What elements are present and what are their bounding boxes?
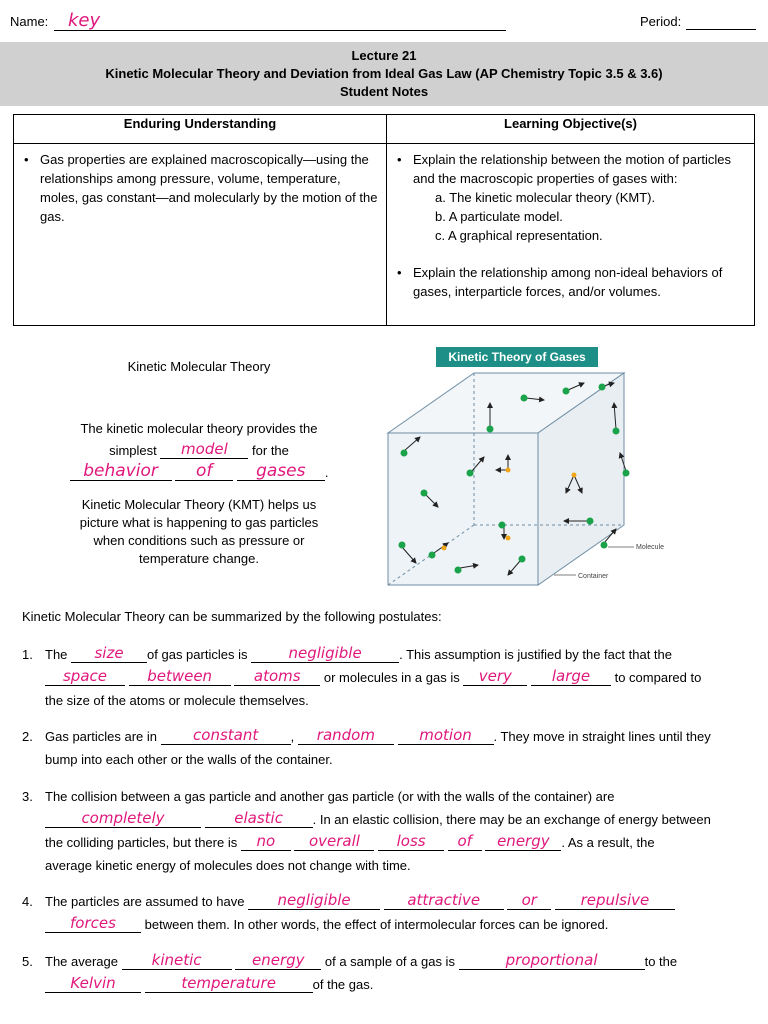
objective-sub-item: c. A graphical representation. bbox=[435, 228, 603, 243]
postulate-text: average kinetic energy of molecules does not change with time. bbox=[45, 858, 411, 873]
gas-container-illustration bbox=[384, 343, 666, 589]
gas-molecule bbox=[421, 490, 428, 497]
blank-motion[interactable] bbox=[398, 726, 494, 745]
blank-of[interactable] bbox=[175, 461, 233, 481]
gas-molecule bbox=[467, 470, 474, 477]
answer-loss: loss bbox=[396, 832, 426, 850]
blank-very[interactable] bbox=[463, 667, 527, 686]
postulate-number: 4. bbox=[22, 894, 33, 909]
kmt-section bbox=[64, 358, 334, 568]
gas-molecule bbox=[429, 552, 436, 559]
gas-molecule bbox=[519, 556, 526, 563]
gas-molecule bbox=[601, 542, 608, 549]
kmt-period: . bbox=[324, 465, 329, 480]
blank-temperature[interactable] bbox=[145, 974, 313, 993]
blank-model[interactable] bbox=[160, 440, 248, 459]
blank-kinetic[interactable] bbox=[122, 951, 232, 970]
postulate-number: 1. bbox=[22, 647, 33, 662]
label-molecule: Molecule bbox=[636, 544, 665, 551]
kmt-paragraph: Kinetic Molecular Theory (KMT) helps us picture what is happening to gas particles when conditions such as pressure or temperature change. bbox=[79, 497, 319, 566]
blank-forces[interactable] bbox=[45, 914, 141, 933]
objective-text: Explain the relationship between the motion of particles and the macroscopic properties of gases with: bbox=[413, 152, 731, 186]
name-value: key bbox=[68, 10, 101, 31]
answer-kinetic: kinetic bbox=[151, 951, 202, 969]
postulate-text: between them. In other words, the effect of intermolecular forces can be ignored. bbox=[144, 917, 609, 932]
kmt-intro-line1: The kinetic molecular theory provides the bbox=[80, 421, 318, 436]
blank-repulsive[interactable] bbox=[555, 891, 675, 910]
postulate-1 bbox=[22, 643, 752, 712]
period-label: Period: bbox=[640, 14, 682, 29]
enduring-understanding-item: • Gas properties are explained macroscopically—using the relationships among pressure, volume, temperature, moles, gas constant—and molecularly by the motion of the gas. bbox=[20, 150, 380, 226]
blank-constant[interactable] bbox=[161, 726, 291, 745]
answer-of: of bbox=[195, 461, 213, 481]
blank-energy[interactable] bbox=[485, 832, 561, 851]
kmt-intro-line2 bbox=[64, 442, 334, 460]
collision-point bbox=[442, 546, 447, 551]
postulate-text: The average bbox=[45, 954, 118, 969]
lecture-header bbox=[0, 42, 768, 106]
answer-motion: motion bbox=[419, 726, 472, 744]
answer-or: or bbox=[521, 891, 537, 909]
blank-negligible[interactable] bbox=[251, 644, 399, 663]
name-period-row bbox=[10, 10, 758, 34]
gas-molecule bbox=[521, 395, 528, 402]
name-field[interactable] bbox=[54, 12, 506, 31]
figure-title: Kinetic Theory of Gases bbox=[436, 347, 598, 367]
postulate-text: or molecules in a gas is bbox=[323, 670, 460, 685]
postulate-text: of a sample of a gas is bbox=[324, 954, 455, 969]
blank-of[interactable] bbox=[448, 832, 482, 851]
blank-elastic[interactable] bbox=[205, 809, 313, 828]
answer-elastic: elastic bbox=[234, 809, 283, 827]
answer-no: no bbox=[256, 832, 276, 850]
objective-item: • Explain the relationship among non-ideal behaviors of gases, interparticle forces, and/or volumes. bbox=[393, 263, 748, 301]
gas-molecule bbox=[599, 384, 606, 391]
blank-no[interactable] bbox=[241, 832, 291, 851]
blank-behavior[interactable] bbox=[70, 461, 172, 481]
objective-sub-item: a. The kinetic molecular theory (KMT). bbox=[435, 190, 656, 205]
postulate-number: 3. bbox=[22, 789, 33, 804]
answer-space: space bbox=[62, 667, 107, 685]
postulate-2 bbox=[22, 725, 752, 771]
answer-energy: energy bbox=[251, 951, 305, 969]
blank-energy[interactable] bbox=[235, 951, 321, 970]
postulate-number: 2. bbox=[22, 729, 33, 744]
gas-molecule bbox=[587, 518, 594, 525]
postulate-text: . They move in straight lines until they bbox=[493, 729, 711, 744]
answer-random: random bbox=[316, 726, 375, 744]
objectives-table bbox=[13, 114, 755, 326]
learning-objectives-cell bbox=[387, 144, 755, 326]
objective-sub-item: b. A particulate model. bbox=[435, 209, 563, 224]
postulate-text: of the gas. bbox=[312, 977, 374, 992]
blank-large[interactable] bbox=[531, 667, 611, 686]
postulate-text: . In an elastic collision, there may be an exchange of energy between bbox=[312, 812, 711, 827]
postulate-5 bbox=[22, 950, 752, 996]
container-box bbox=[388, 373, 624, 585]
label-container: Container bbox=[578, 573, 609, 580]
postulate-4 bbox=[22, 890, 752, 936]
postulate-text: bump into each other or the walls of the container. bbox=[45, 752, 333, 767]
blank-attractive[interactable] bbox=[384, 891, 504, 910]
blank-negligible[interactable] bbox=[248, 891, 380, 910]
answer-attractive: attractive bbox=[407, 891, 481, 909]
objective-item bbox=[393, 150, 748, 245]
postulate-text: Gas particles are in bbox=[45, 729, 157, 744]
blank-atoms[interactable] bbox=[234, 667, 320, 686]
gas-molecule bbox=[401, 450, 408, 457]
answer-completely: completely bbox=[81, 809, 165, 827]
blank-random[interactable] bbox=[298, 726, 394, 745]
postulate-text: the size of the atoms or molecule themselves. bbox=[45, 693, 309, 708]
gas-molecule bbox=[499, 522, 506, 529]
answer-proportional: proportional bbox=[505, 951, 598, 969]
answer-of: of bbox=[457, 832, 472, 850]
kmt-intro-text: simplest bbox=[109, 443, 157, 458]
answer-temperature: temperature bbox=[181, 974, 276, 992]
kmt-intro-line3 bbox=[64, 461, 334, 482]
gas-molecule bbox=[487, 426, 494, 433]
name-label: Name: bbox=[10, 14, 49, 29]
answer-negligible: negligible bbox=[277, 891, 351, 909]
answer-large: large bbox=[551, 667, 591, 685]
postulate-text: The particles are assumed to have bbox=[45, 894, 245, 909]
answer-gases: gases bbox=[256, 461, 306, 481]
kmt-title: Kinetic Molecular Theory bbox=[127, 359, 271, 374]
enduring-understanding-cell bbox=[14, 144, 387, 326]
kmt-intro-text: for the bbox=[252, 443, 289, 458]
blank-kelvin[interactable] bbox=[45, 974, 141, 993]
answer-model: model bbox=[181, 440, 228, 458]
answer-overall: overall bbox=[308, 832, 360, 850]
answer-atoms: atoms bbox=[253, 667, 301, 685]
postulate-text: The collision between a gas particle and another gas particle (or with the walls of the container) are bbox=[45, 789, 615, 804]
blank-completely[interactable] bbox=[45, 809, 201, 828]
blank-gases[interactable] bbox=[237, 461, 325, 481]
postulate-text: of gas particles is bbox=[147, 647, 248, 662]
postulate-text: . As a result, the bbox=[561, 835, 655, 850]
postulate-3 bbox=[22, 785, 752, 877]
gas-molecule bbox=[455, 567, 462, 574]
blank-overall[interactable] bbox=[294, 832, 374, 851]
blank-space[interactable] bbox=[45, 667, 125, 686]
gas-molecule bbox=[613, 428, 620, 435]
enduring-understanding-header: Enduring Understanding bbox=[14, 115, 387, 144]
answer-constant: constant bbox=[193, 726, 259, 744]
postulate-text: The bbox=[45, 647, 68, 662]
postulate-text: to compared to bbox=[614, 670, 702, 685]
postulate-text: to the bbox=[644, 954, 678, 969]
gas-molecule bbox=[623, 470, 630, 477]
blank-between[interactable] bbox=[129, 667, 231, 686]
answer-between: between bbox=[147, 667, 213, 685]
lecture-title: Kinetic Molecular Theory and Deviation from Ideal Gas Law (AP Chemistry Topic 3.5 & 3.6) bbox=[105, 66, 663, 81]
postulate-number: 5. bbox=[22, 954, 33, 969]
collision-point bbox=[572, 473, 577, 478]
answer-size: size bbox=[94, 644, 124, 662]
gas-molecule bbox=[563, 388, 570, 395]
postulates-intro: Kinetic Molecular Theory can be summarized by the following postulates: bbox=[22, 609, 442, 624]
gas-molecule bbox=[399, 542, 406, 549]
postulate-text: , bbox=[290, 729, 295, 744]
blank-size[interactable] bbox=[71, 644, 147, 663]
postulate-text: the colliding particles, but there is bbox=[45, 835, 238, 850]
blank-or[interactable] bbox=[507, 891, 551, 910]
answer-very: very bbox=[478, 667, 512, 685]
postulate-text: . This assumption is justified by the fact that the bbox=[399, 647, 672, 662]
lecture-subtitle: Student Notes bbox=[339, 84, 429, 99]
collision-point bbox=[506, 536, 511, 541]
answer-behavior: behavior bbox=[83, 461, 158, 481]
box-front-face bbox=[388, 433, 538, 585]
answer-negligible: negligible bbox=[288, 644, 362, 662]
lecture-number: Lecture 21 bbox=[351, 48, 417, 63]
answer-repulsive: repulsive bbox=[580, 891, 650, 909]
kinetic-theory-figure bbox=[384, 343, 666, 589]
answer-kelvin: Kelvin bbox=[70, 974, 116, 992]
period-field[interactable] bbox=[686, 12, 756, 30]
learning-objectives-header: Learning Objective(s) bbox=[387, 115, 755, 144]
blank-proportional[interactable] bbox=[459, 951, 645, 970]
blank-loss[interactable] bbox=[378, 832, 444, 851]
answer-energy: energy bbox=[497, 832, 550, 850]
collision-point bbox=[506, 468, 511, 473]
answer-forces: forces bbox=[70, 914, 116, 932]
